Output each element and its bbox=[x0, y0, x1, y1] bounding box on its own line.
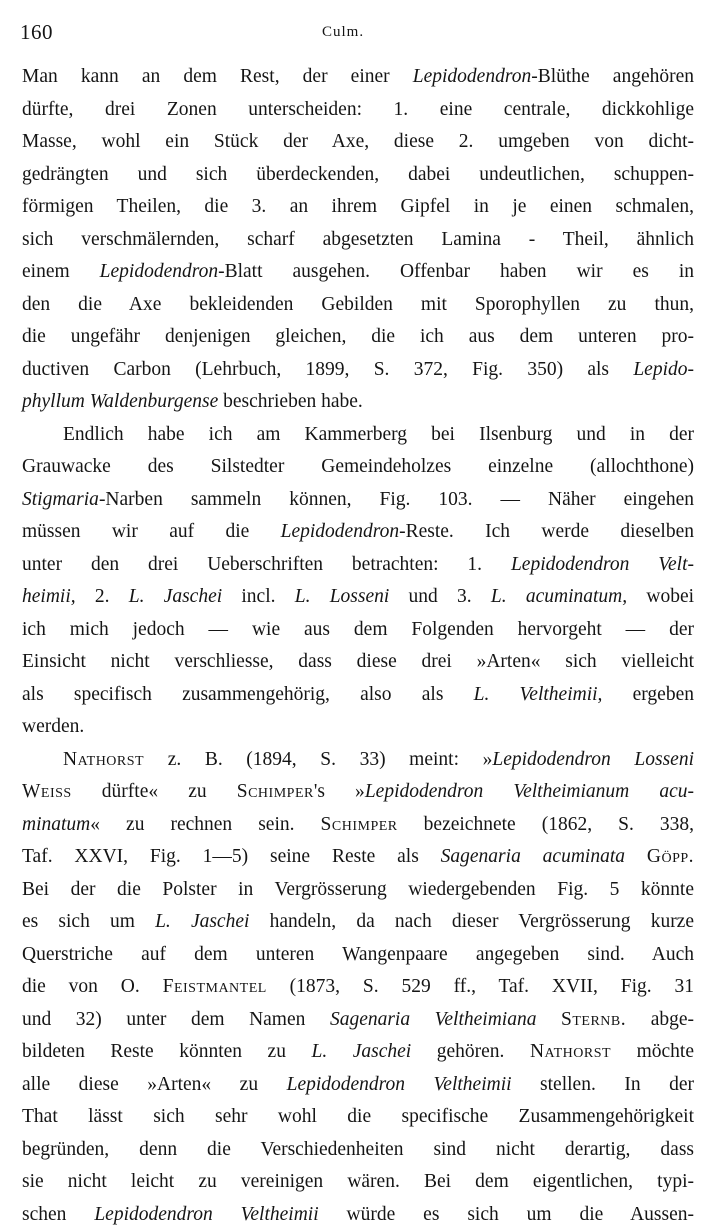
text-line bbox=[22, 1037, 694, 1067]
text-line bbox=[22, 192, 694, 222]
author-name: Schimper bbox=[236, 781, 314, 802]
text-run: That lässt sich sehr wohl die specifische Zusammengehörigkeit bbox=[22, 1106, 694, 1127]
text-line bbox=[63, 745, 694, 775]
text-run bbox=[625, 846, 647, 867]
text-run: möchte bbox=[611, 1041, 694, 1062]
author-name: Schimper bbox=[320, 813, 398, 835]
text-run: wobei bbox=[627, 586, 695, 607]
author-name: Weiss bbox=[22, 781, 72, 802]
text-run: ergeben bbox=[602, 683, 694, 705]
text-line bbox=[22, 160, 694, 190]
text-line bbox=[22, 1200, 694, 1230]
italic-text: Sagenaria acuminata bbox=[440, 846, 626, 867]
text-run: ductiven Carbon (Lehrbuch, 1899, S. 372, Fig. 350) als bbox=[22, 358, 634, 380]
text-line bbox=[22, 290, 694, 320]
text-run: Man kann an dem Rest, der einer bbox=[22, 66, 413, 87]
text-run: Bei der die Polster in Vergrösserung wiedergebenden Fig. 5 könnte bbox=[22, 878, 694, 900]
text-run: schen bbox=[22, 1203, 95, 1225]
text-run: werden. bbox=[22, 716, 85, 737]
text-run: -Narben sammeln können, Fig. 103. — Näher eingehen bbox=[98, 488, 694, 510]
text-run: begründen, denn die Verschiedenheiten sind nicht derartig, dass bbox=[22, 1138, 694, 1160]
text-line bbox=[22, 1167, 694, 1197]
text-line bbox=[22, 940, 694, 970]
italic-text: minatum bbox=[22, 813, 91, 835]
text-run: handeln, da nach dieser Vergrösserung kurze bbox=[249, 911, 694, 932]
text-line bbox=[22, 1070, 694, 1100]
running-head bbox=[0, 14, 720, 54]
italic-text: phyllum Waldenburgense bbox=[22, 391, 219, 412]
text-line bbox=[22, 615, 694, 645]
text-line bbox=[22, 1005, 694, 1035]
text-run: sich verschmälernden, scharf abgesetzten Lamina - Theil, ähnlich bbox=[22, 228, 694, 250]
italic-text: Stigmaria bbox=[22, 488, 99, 510]
text-run: einem bbox=[22, 261, 100, 282]
text-line bbox=[22, 582, 694, 612]
text-run: z. B. (1894, S. 33) meint: » bbox=[144, 748, 493, 770]
text-line bbox=[22, 680, 694, 710]
text-line bbox=[22, 517, 694, 547]
text-line bbox=[22, 875, 694, 905]
text-run: Grauwacke des Silstedter Gemeindeholzes einzelne (allochthone) bbox=[22, 456, 694, 477]
text-run: würde es sich um die Aussen- bbox=[318, 1203, 695, 1225]
italic-text: Lepidodendron bbox=[412, 66, 532, 87]
italic-text: L. Losseni bbox=[294, 586, 390, 607]
text-run: Endlich habe ich am Kammerberg bei Ilsenburg und in der bbox=[63, 423, 694, 445]
running-title: Culm. bbox=[322, 24, 365, 40]
text-run bbox=[536, 1009, 561, 1030]
italic-text: Lepidodendron bbox=[99, 261, 219, 282]
text-line bbox=[22, 647, 694, 677]
text-line bbox=[22, 712, 694, 742]
author-name: Nathorst bbox=[63, 748, 145, 770]
italic-text: L. Veltheimii, bbox=[473, 683, 603, 705]
text-run: « zu rechnen sein. bbox=[90, 813, 321, 835]
text-run: dürfte« zu bbox=[71, 781, 237, 802]
text-line bbox=[22, 127, 694, 157]
text-run: ich mich jedoch — wie aus dem Folgenden hervorgeht — der bbox=[22, 618, 694, 640]
text-run: stellen. In der bbox=[511, 1073, 695, 1095]
italic-text: Lepidodendron Veltheimianum acu- bbox=[364, 781, 695, 802]
text-run: gehören. bbox=[411, 1041, 530, 1062]
text-run: müssen wir auf die bbox=[22, 521, 281, 542]
text-run: unter den drei Ueberschriften betrachten: 1. bbox=[22, 553, 511, 575]
author-name: Feistmantel bbox=[162, 976, 267, 997]
text-run: -Blatt ausgehen. Offenbar haben wir es in bbox=[218, 261, 694, 282]
italic-text: Sagenaria Veltheimiana bbox=[329, 1008, 537, 1030]
italic-text: L. acuminatum, bbox=[490, 586, 628, 607]
author-name: Göpp. bbox=[646, 846, 695, 867]
text-run: 's » bbox=[313, 781, 365, 802]
text-run: -Reste. Ich werde dieselben bbox=[399, 521, 694, 542]
text-line bbox=[22, 322, 694, 352]
italic-text: Lepidodendron Veltheimii bbox=[94, 1203, 319, 1225]
text-run: Einsicht nicht verschliesse, dass diese drei »Arten« sich vielleicht bbox=[22, 651, 694, 672]
text-run: Querstriche auf dem unteren Wangenpaare angegeben sind. Auch bbox=[22, 943, 694, 965]
text-line bbox=[22, 550, 694, 580]
text-line bbox=[22, 842, 694, 872]
text-line bbox=[22, 972, 694, 1002]
text-run: die von O. bbox=[22, 976, 163, 997]
text-run: den die Axe bekleidenden Gebilden mit Sporophyllen zu thun, bbox=[22, 293, 694, 315]
text-run: abge- bbox=[626, 1008, 694, 1030]
text-run: dürfte, drei Zonen unterscheiden: 1. eine centrale, dickkohlige bbox=[22, 98, 694, 120]
text-run: incl. bbox=[222, 586, 295, 607]
author-name: Nathorst bbox=[529, 1041, 612, 1062]
italic-text: Lepidodendron Veltheimii bbox=[286, 1073, 512, 1095]
italic-text: L. Jaschei bbox=[128, 586, 223, 607]
text-line bbox=[22, 810, 694, 840]
text-run: Taf. XXVI, Fig. 1—5) seine Reste als bbox=[22, 846, 441, 867]
text-run: Masse, wohl ein Stück der Axe, diese 2. umgeben von dicht- bbox=[22, 131, 694, 152]
text-run: 2. bbox=[75, 586, 129, 607]
italic-text: heimii, bbox=[22, 586, 76, 607]
text-line bbox=[63, 420, 694, 450]
text-line bbox=[22, 225, 694, 255]
text-run: bezeichnete (1862, S. 338, bbox=[397, 813, 695, 835]
text-run: als specifisch zusammengehörig, also als bbox=[22, 683, 474, 705]
author-name: Sternb. bbox=[561, 1008, 627, 1030]
text-line bbox=[22, 1102, 694, 1132]
text-run: -Blüthe angehören bbox=[531, 66, 695, 87]
text-line bbox=[22, 452, 694, 482]
text-line bbox=[22, 62, 694, 92]
text-run: und 3. bbox=[389, 586, 491, 607]
text-run: förmigen Theilen, die 3. an ihrem Gipfel in je einen schmalen, bbox=[22, 196, 694, 217]
text-run: und 32) unter dem Namen bbox=[22, 1008, 330, 1030]
text-line bbox=[22, 777, 694, 807]
text-line bbox=[22, 355, 694, 385]
text-run: alle diese »Arten« zu bbox=[22, 1073, 287, 1095]
page-number: 160 bbox=[20, 20, 53, 44]
italic-text: Lepido- bbox=[633, 358, 694, 380]
italic-text: L. Jaschei bbox=[155, 911, 250, 932]
italic-text: Lepidodendron bbox=[280, 521, 400, 542]
text-line bbox=[22, 1135, 694, 1165]
text-run: die ungefähr denjenigen gleichen, die ich aus dem unteren pro- bbox=[22, 326, 694, 347]
italic-text: Lepidodendron Velt- bbox=[510, 553, 695, 575]
text-run: beschrieben habe. bbox=[218, 391, 363, 412]
text-run: sie nicht leicht zu vereinigen wären. Bei dem eigentlichen, typi- bbox=[22, 1171, 694, 1192]
text-line bbox=[22, 907, 694, 937]
text-run: es sich um bbox=[22, 911, 156, 932]
text-line bbox=[22, 95, 694, 125]
italic-text: L. Jaschei bbox=[311, 1041, 412, 1062]
text-run: bildeten Reste könnten zu bbox=[22, 1041, 312, 1062]
italic-text: Lepidodendron Losseni bbox=[492, 748, 694, 770]
text-line bbox=[22, 257, 694, 287]
text-line bbox=[22, 485, 694, 515]
text-run: (1873, S. 529 ff., Taf. XVII, Fig. 31 bbox=[266, 976, 695, 997]
text-line bbox=[22, 387, 694, 417]
text-run: gedrängten und sich überdeckenden, dabei undeutlichen, schuppen- bbox=[22, 163, 694, 185]
